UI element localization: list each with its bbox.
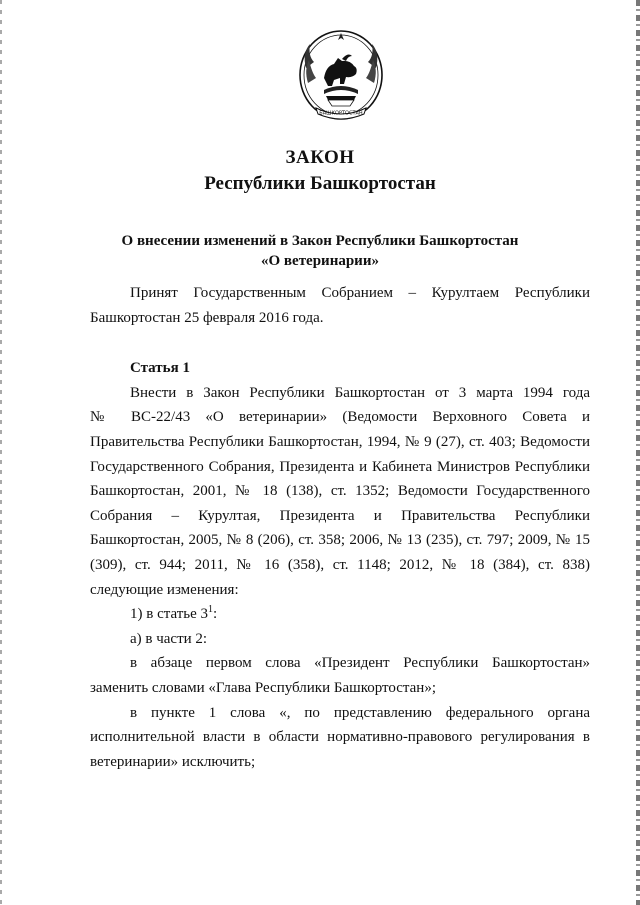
article-line-8: (309), ст. 944; 2011, № 16 (358), ст. 1148; 2012, № 18 (384), ст. 838)	[90, 556, 590, 573]
article-line-5: Башкортостан, 2001, № 18 (138), ст. 1352; Ведомости Государственного	[90, 483, 590, 500]
emblem-caption: БАШКОРТОСТАН	[319, 110, 363, 117]
item-1-colon: :	[213, 606, 218, 623]
paragraph-2-line-2: исполнительной власти в области нормативно-правового регулирования в	[90, 729, 590, 746]
article-line-4: Государственного Собрания, Президента и Кабинета Министров Республики	[90, 458, 590, 475]
law-subject-line-2: «О ветеринарии»	[261, 253, 379, 269]
law-subject-line-1: О внесении изменений в Закон Республики Башкортостан	[121, 233, 519, 249]
article-line-7: Башкортостан, 2005, № 8 (206), ст. 358; 2006, № 13 (235), ст. 797; 2009, № 15	[90, 532, 590, 549]
scan-edge-left	[0, 0, 2, 905]
item-1	[90, 602, 590, 627]
paragraph-1-line-1: в абзаце первом слова «Президент Республики Башкортостан»	[130, 655, 590, 672]
article-line-3: Правительства Республики Башкортостан, 1994, № 9 (27), ст. 403; Ведомости	[90, 433, 590, 450]
article-line-2: № ВС-22/43 «О ветеринарии» (Ведомости Верховного Совета и	[90, 409, 590, 426]
article-heading: Статья 1	[130, 360, 190, 377]
document-body	[90, 281, 590, 774]
law-subject	[60, 231, 580, 271]
coat-of-arms-emblem	[296, 28, 386, 126]
document-subtitle: Республики Башкортостан	[204, 173, 436, 194]
article-line-9: следующие изменения:	[90, 581, 239, 598]
scan-edge-right	[636, 0, 640, 905]
article-line-1: Внести в Закон Республики Башкортостан от 3 марта 1994 года	[130, 384, 590, 401]
article-line-6: Собрания – Курултая, Президента и Правительства Республики	[90, 507, 590, 524]
item-1-superscript: 1	[208, 604, 214, 616]
item-1-text: 1) в статье 3	[130, 606, 209, 623]
paragraph-2-line-1: в пункте 1 слова «, по представлению федерального органа	[130, 704, 590, 721]
adoption-line-2: Башкортостан 25 февраля 2016 года.	[90, 309, 324, 326]
document-title: ЗАКОН	[285, 147, 355, 168]
paragraph-2-line-3: ветеринарии» исключить;	[90, 753, 256, 770]
item-a: а) в части 2:	[130, 630, 208, 647]
paragraph-1-line-2: заменить словами «Глава Республики Башкортостан»;	[90, 679, 436, 696]
adoption-line-1: Принят Государственным Собранием – Курултаем Республики	[130, 285, 590, 301]
